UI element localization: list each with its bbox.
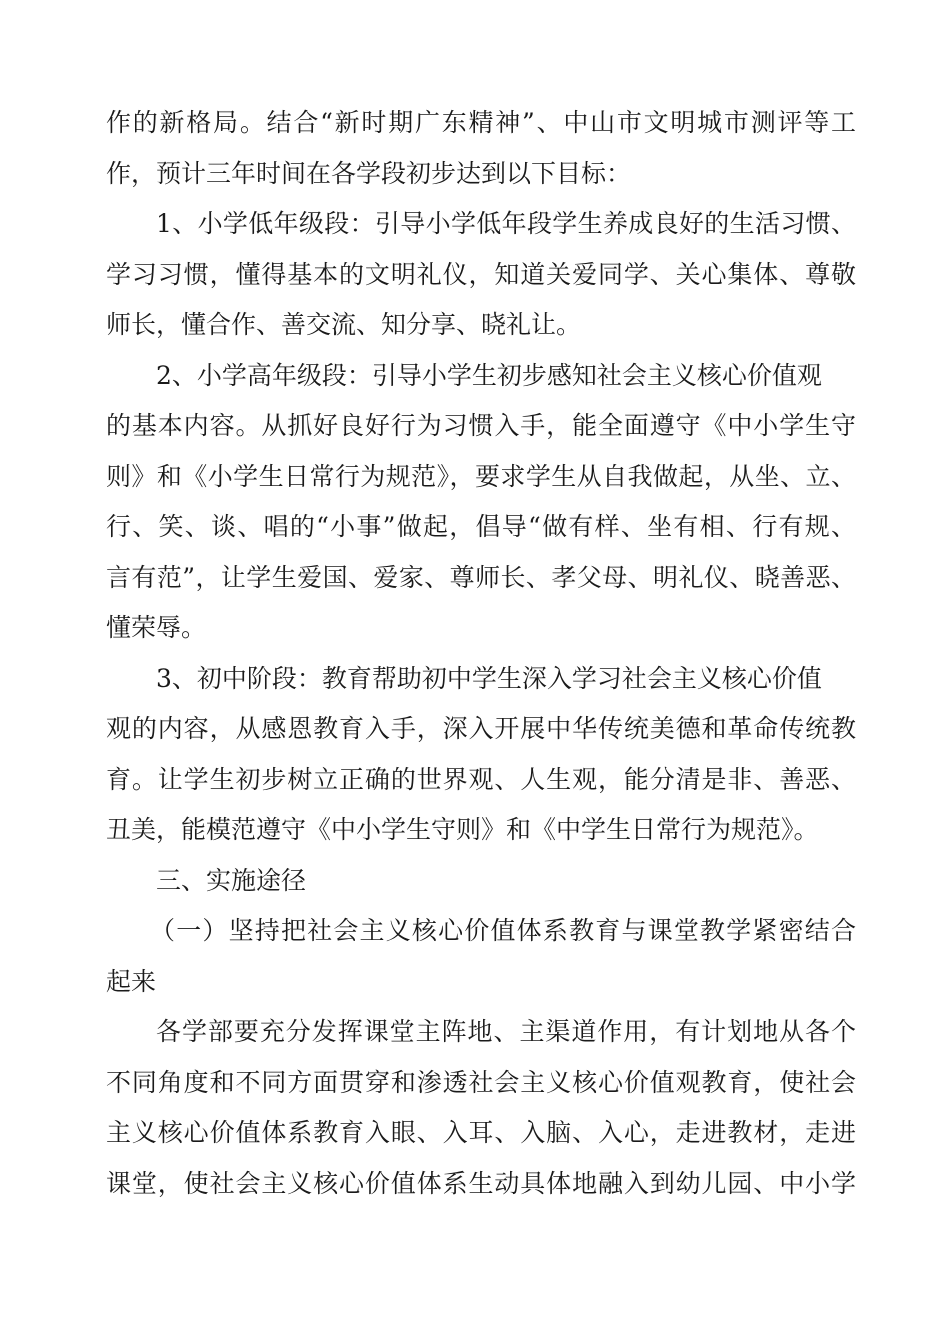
text-line: 不同角度和不同方面贯穿和渗透社会主义核心价值观教育，使社会 bbox=[106, 1067, 856, 1097]
text-line: 行、笑、谈、唱的“小事”做起，倡导“做有样、坐有相、行有规、 bbox=[106, 512, 856, 541]
text-line: 作，预计三年时间在各学段初步达到以下目标： bbox=[106, 158, 632, 188]
text-line: 育。让学生初步树立正确的世界观、人生观，能分清是非、善恶、 bbox=[106, 764, 856, 794]
text-line: 懂荣辱。 bbox=[106, 613, 207, 642]
section-heading: 三、实施途径 bbox=[156, 865, 307, 895]
text-line: 各学部要充分发挥课堂主阵地、主渠道作用，有计划地从各个 bbox=[156, 1017, 856, 1046]
text-line: 丑美，能模范遵守《中小学生守则》和《中学生日常行为规范》。 bbox=[106, 815, 819, 844]
text-line: 师长，懂合作、善交流、知分享、晓礼让。 bbox=[106, 310, 582, 339]
text-line: 观的内容，从感恩教育入手，深入开展中华传统美德和革命传统教 bbox=[106, 714, 856, 743]
text-line: 言有范”，让学生爱国、爱家、尊师长、孝父母、明礼仪、晓善恶、 bbox=[106, 562, 856, 592]
text-line: 课堂，使社会主义核心价值体系生动具体地融入到幼儿园、中小学 bbox=[106, 1168, 856, 1198]
document-body bbox=[106, 98, 856, 1209]
text-line: 2、小学高年级段：引导小学生初步感知社会主义核心价值观 bbox=[156, 360, 822, 390]
text-line: 3、初中阶段：教育帮助初中学生深入学习社会主义核心价值 bbox=[156, 663, 822, 693]
text-line: 主义核心价值体系教育入眼、入耳、入脑、入心，走进教材，走进 bbox=[106, 1118, 856, 1147]
text-line: 作的新格局。结合“新时期广东精神”、中山市文明城市测评等工 bbox=[106, 108, 856, 137]
subsection-heading-continued: 起来 bbox=[106, 966, 157, 996]
text-line: 学习习惯，懂得基本的文明礼仪，知道关爱同学、关心集体、尊敬 bbox=[106, 259, 856, 289]
text-line: 1、小学低年级段：引导小学低年段学生养成良好的生活习惯、 bbox=[156, 209, 856, 238]
subsection-heading: （一）坚持把社会主义核心价值体系教育与课堂教学紧密结合 bbox=[150, 916, 856, 945]
text-line: 的基本内容。从抓好良好行为习惯入手，能全面遵守《中小学生守 bbox=[106, 411, 856, 440]
text-line: 则》和《小学生日常行为规范》，要求学生从自我做起，从坐、立、 bbox=[106, 461, 856, 491]
